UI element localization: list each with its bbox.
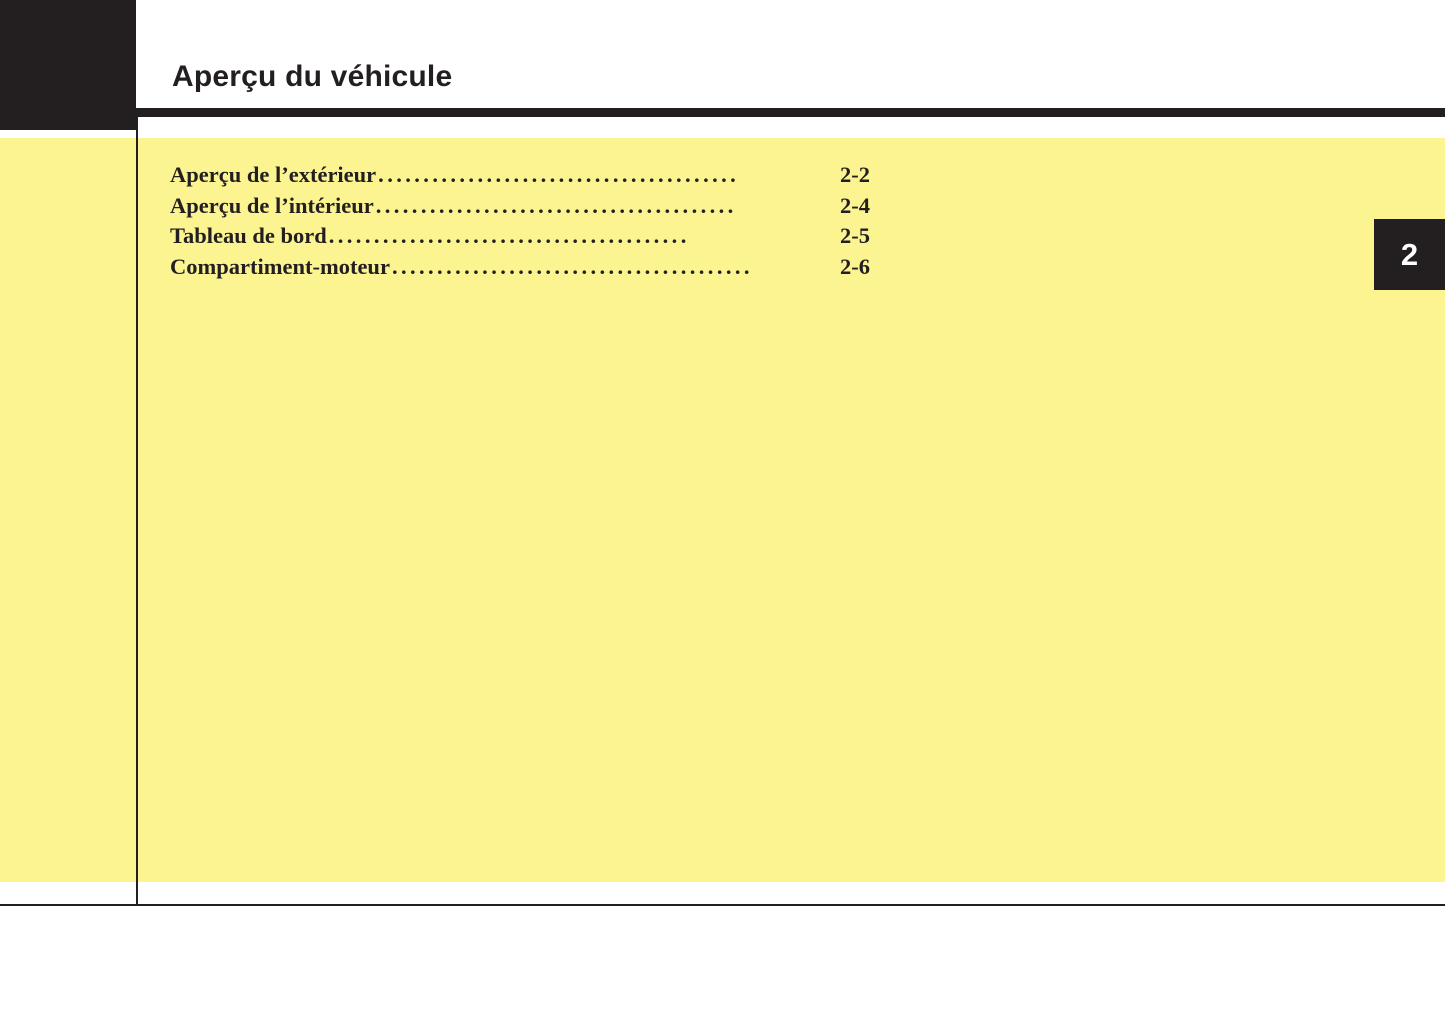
toc-entry-page: 2-5 [840, 223, 870, 248]
table-of-contents [170, 160, 870, 282]
left-margin-divider [136, 117, 138, 906]
toc-entry-label: Tableau de bord [170, 223, 327, 248]
bottom-divider-rule [0, 904, 1445, 906]
chapter-number-tab: 2 [1374, 219, 1445, 290]
title-gap-spacer [136, 117, 1445, 138]
toc-entry-label: Compartiment-moteur [170, 253, 390, 279]
toc-entry-page: 2-6 [840, 253, 870, 279]
toc-entry-page: 2-2 [840, 162, 870, 187]
header-black-block [0, 0, 136, 130]
toc-entry[interactable] [170, 160, 870, 191]
toc-entry-leader: ........................................ [378, 162, 740, 187]
toc-entry-label: Aperçu de l’extérieur [170, 162, 377, 187]
toc-entry-leader: ........................................ [328, 223, 690, 248]
title-divider-rule [136, 108, 1445, 117]
toc-entry[interactable] [170, 221, 870, 252]
toc-entry-leader: ........................................ [391, 253, 753, 279]
toc-entry[interactable] [170, 191, 870, 222]
toc-entry-leader: ........................................ [375, 192, 737, 218]
toc-entry-page: 2-4 [840, 192, 870, 218]
title-area [136, 0, 1445, 108]
page-title: Aperçu du véhicule [172, 60, 453, 93]
toc-entry[interactable] [170, 252, 870, 283]
toc-entry-label: Aperçu de l’intérieur [170, 192, 374, 218]
